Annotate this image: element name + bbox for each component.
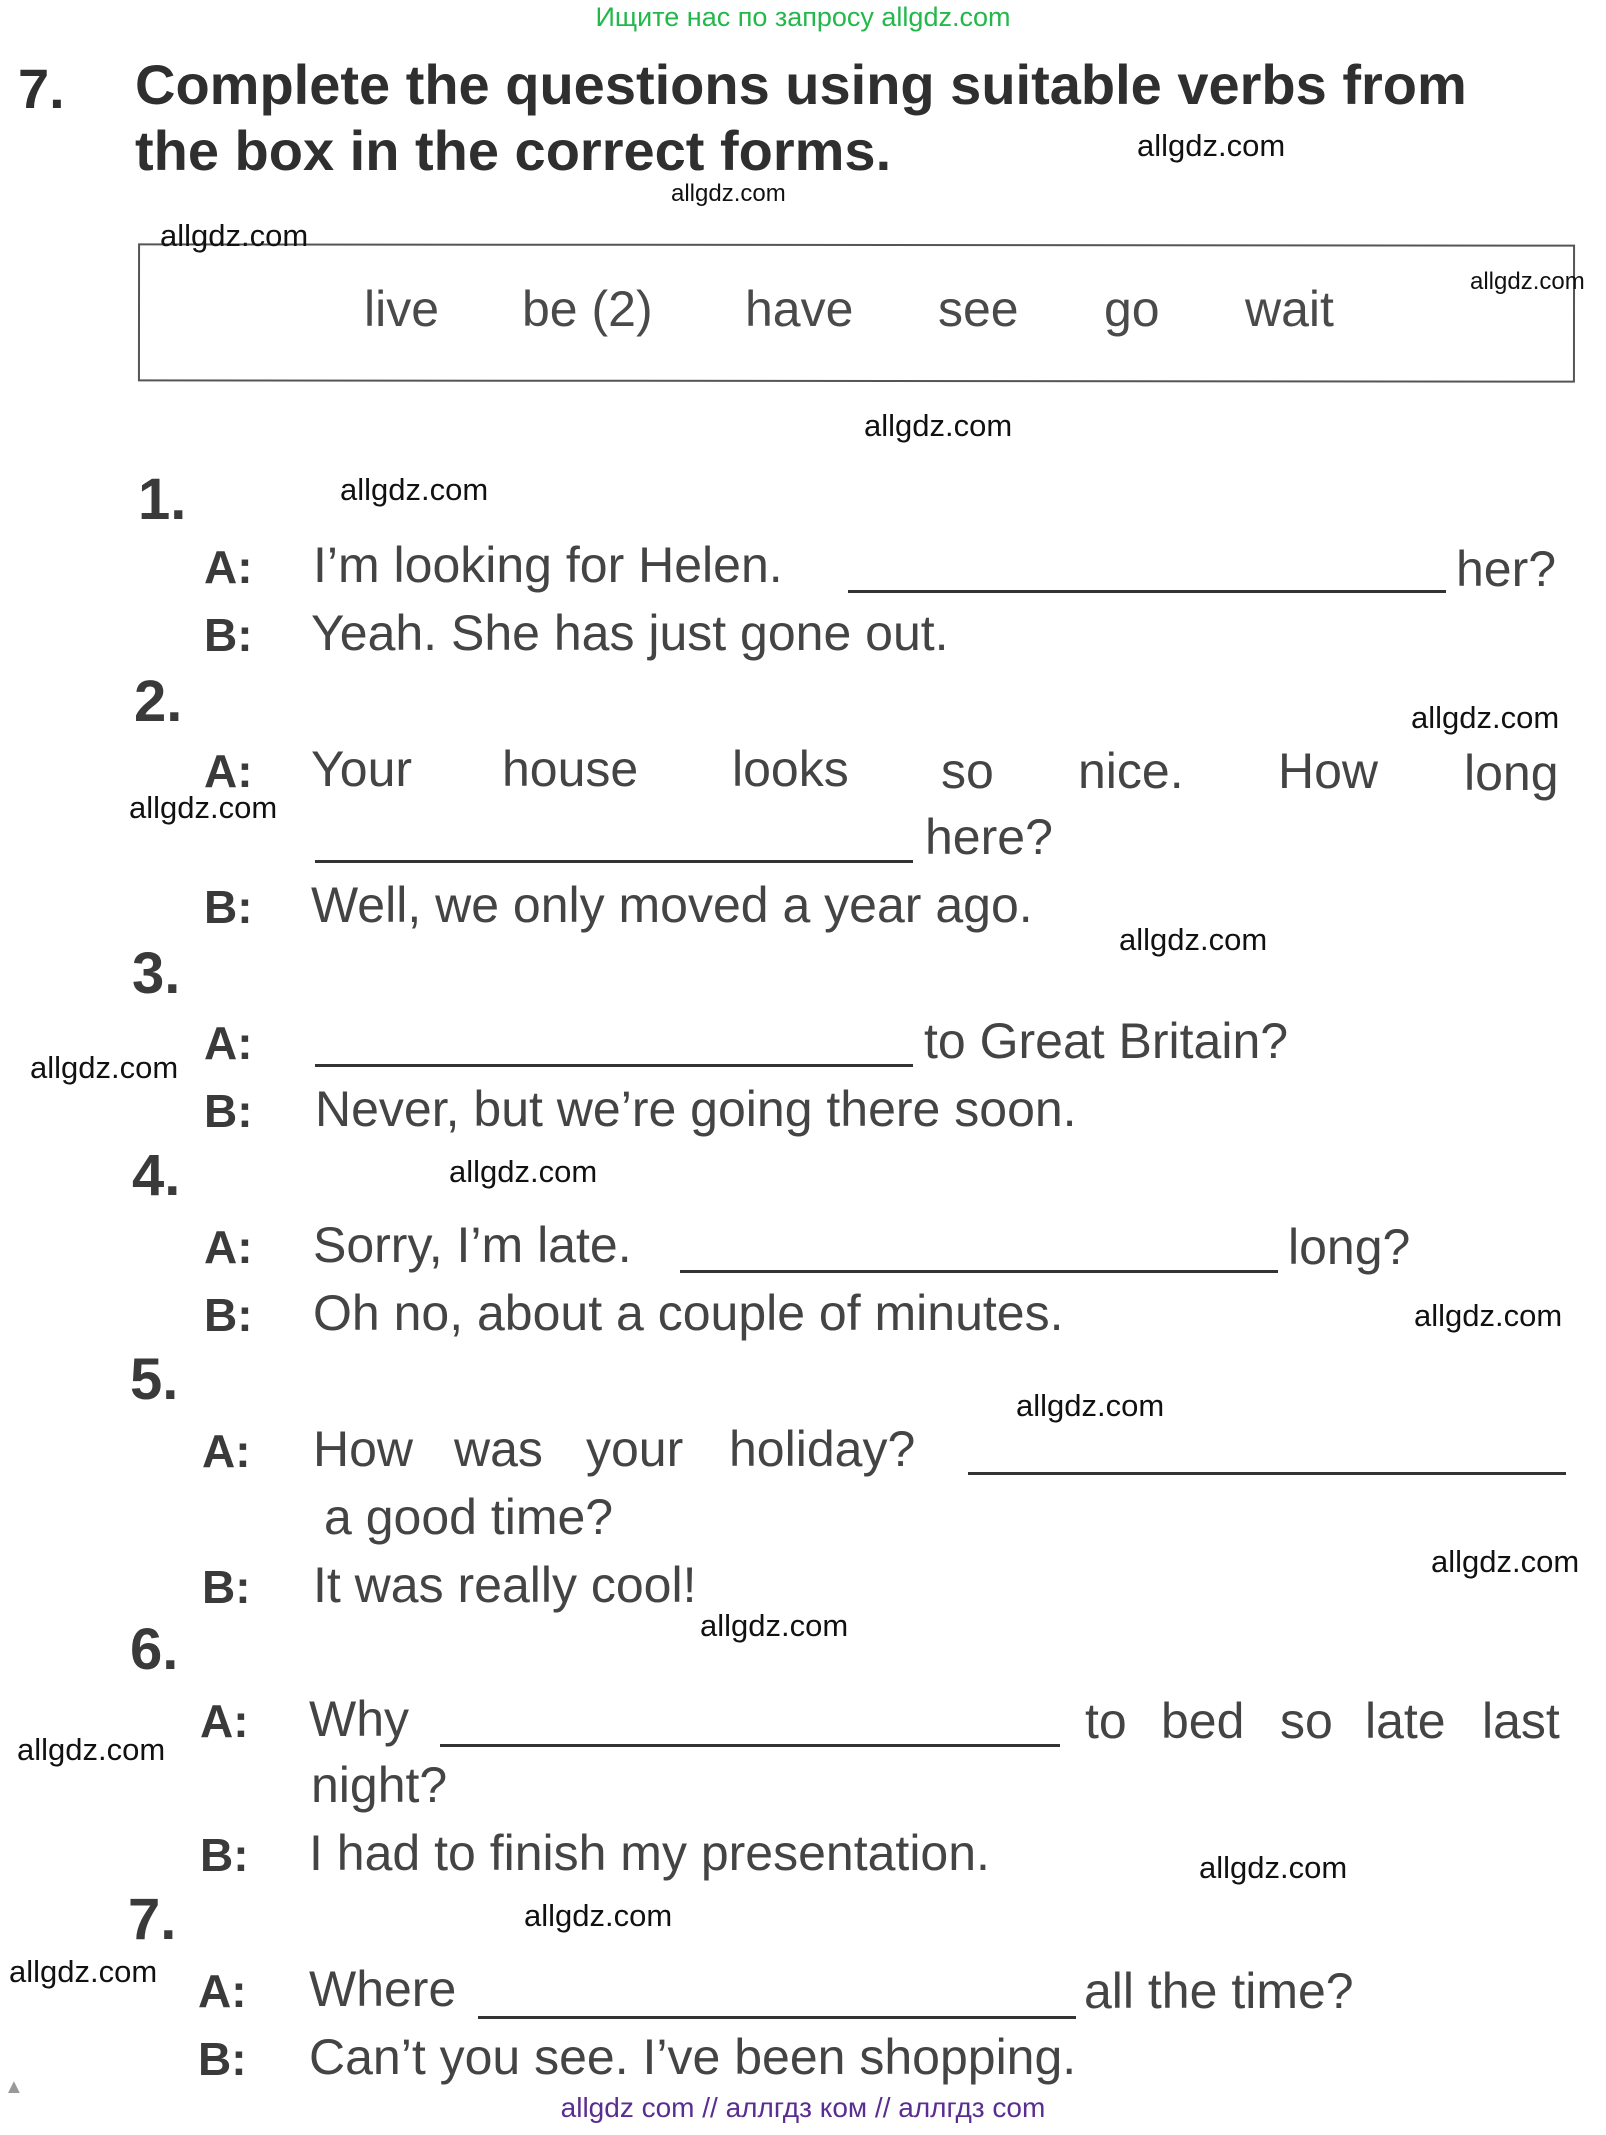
watermark: allgdz.com: [864, 408, 1013, 443]
question-6-a-word: late: [1365, 1693, 1446, 1749]
question-4-b-text: Oh no, about a couple of minutes.: [313, 1285, 1064, 1341]
question-2-a-word: so: [941, 743, 994, 799]
watermark: allgdz.com: [1137, 128, 1286, 163]
triangle-icon: ▲: [4, 2076, 24, 2098]
watermark: allgdz.com: [524, 1898, 673, 1933]
question-5-a-label: A:: [202, 1425, 251, 1477]
watermark: allgdz.com: [340, 472, 489, 507]
question-5-a-cont: a good time?: [324, 1489, 614, 1545]
question-2-a-after: here?: [925, 809, 1053, 865]
question-2-a-word: nice.: [1078, 743, 1184, 799]
watermark: allgdz.com: [1199, 1850, 1348, 1885]
top-banner: Ищите нас по запросу allgdz.com: [595, 2, 1011, 32]
question-4-a-label: A:: [204, 1221, 253, 1273]
verb-have: have: [745, 281, 854, 337]
question-7-a-label: A:: [198, 1965, 247, 2017]
bottom-banner: allgdz com // аллгдз ком // аллгдз com: [560, 2092, 1046, 2123]
watermark: allgdz.com: [1119, 922, 1268, 957]
question-5-number: 5.: [130, 1347, 179, 1412]
exercise-title: [135, 52, 1467, 184]
question-5-a-word: your: [586, 1421, 684, 1477]
question-7-a-after: all the time?: [1084, 1963, 1354, 2019]
watermark: allgdz.com: [17, 1732, 166, 1767]
question-6-answer-blank[interactable]: [440, 1744, 1060, 1747]
question-7-number: 7.: [128, 1887, 177, 1952]
question-6-a-word: so: [1280, 1693, 1333, 1749]
question-6-a-word: last: [1482, 1693, 1560, 1749]
question-6-a-text: Why: [309, 1691, 409, 1747]
question-3-number: 3.: [132, 941, 181, 1006]
watermark: allgdz.com: [129, 790, 278, 825]
question-2-b-text: Well, we only moved a year ago.: [311, 877, 1033, 933]
watermark: allgdz.com: [9, 1954, 158, 1989]
verb-see: see: [938, 281, 1019, 337]
question-5-answer-blank[interactable]: [968, 1472, 1566, 1475]
question-3-b-text: Never, but we’re going there soon.: [315, 1081, 1077, 1137]
question-3-b-label: B:: [204, 1085, 253, 1137]
watermark: allgdz.com: [1431, 1544, 1580, 1579]
question-2-a-word: house: [502, 741, 639, 797]
watermark: allgdz.com: [1470, 268, 1585, 295]
question-3-a-label: A:: [204, 1017, 253, 1069]
watermark: allgdz.com: [1411, 700, 1560, 735]
question-2-a-word: looks: [732, 741, 849, 797]
verb-be: be (2): [522, 281, 653, 337]
question-4-a-after: long?: [1288, 1219, 1411, 1275]
question-6-a-cont: night?: [311, 1757, 448, 1813]
watermark: allgdz.com: [1414, 1298, 1563, 1333]
question-6-a-label: A:: [200, 1695, 249, 1747]
watermark: allgdz.com: [671, 180, 786, 207]
question-2-a-word: long: [1464, 745, 1559, 801]
question-1-b-text: Yeah. She has just gone out.: [311, 605, 949, 661]
question-2-b-label: B:: [204, 881, 253, 933]
question-1-number: 1.: [138, 467, 187, 532]
question-4-b-label: B:: [204, 1289, 253, 1341]
question-6-a-word: to: [1085, 1693, 1127, 1749]
watermark: allgdz.com: [30, 1050, 179, 1085]
question-5-a-word: holiday?: [729, 1421, 916, 1477]
question-1-b-label: B:: [204, 609, 253, 661]
question-2-a-label: A:: [204, 745, 253, 797]
question-3-answer-blank[interactable]: [315, 1064, 913, 1067]
question-5-b-text: It was really cool!: [313, 1557, 697, 1613]
question-2-a-word: How: [1278, 743, 1379, 799]
watermark: allgdz.com: [160, 218, 309, 253]
question-2-answer-blank[interactable]: [315, 860, 913, 863]
question-6-number: 6.: [130, 1617, 179, 1682]
exercise-title-line-2: the box in the correct forms.: [135, 119, 892, 182]
watermark: allgdz.com: [449, 1154, 598, 1189]
question-7-answer-blank[interactable]: [478, 2016, 1076, 2019]
verb-wait: wait: [1245, 281, 1334, 337]
verb-box: [138, 243, 1575, 382]
question-6-b-label: B:: [200, 1829, 249, 1881]
exercise-title-line-1: Complete the questions using suitable verbs from: [135, 53, 1467, 116]
question-7-b-text: Can’t you see. I’ve been shopping.: [309, 2029, 1077, 2085]
question-1-a-label: A:: [204, 541, 253, 593]
question-6-b-text: I had to finish my presentation.: [309, 1825, 990, 1881]
question-2-a-word: Your: [311, 741, 413, 797]
question-7-b-label: B:: [198, 2033, 247, 2085]
verb-live: live: [364, 281, 440, 337]
question-4-a-text: Sorry, I’m late.: [313, 1217, 632, 1273]
question-1-a-after: her?: [1456, 541, 1557, 597]
watermark: allgdz.com: [1016, 1388, 1165, 1423]
question-6-a-word: bed: [1161, 1693, 1245, 1749]
question-2-number: 2.: [134, 669, 183, 734]
question-5-a-word: was: [454, 1421, 543, 1477]
question-5-a-word: How: [313, 1421, 414, 1477]
verb-go: go: [1104, 281, 1160, 337]
question-1-a-text: I’m looking for Helen.: [313, 537, 783, 593]
question-5-b-label: B:: [202, 1561, 251, 1613]
question-1-answer-blank[interactable]: [848, 590, 1446, 593]
question-4-number: 4.: [132, 1143, 181, 1208]
exercise-number: 7.: [18, 57, 65, 120]
question-4-answer-blank[interactable]: [680, 1270, 1278, 1273]
question-3-a-after: to Great Britain?: [924, 1013, 1289, 1069]
watermark: allgdz.com: [700, 1608, 849, 1643]
question-7-a-text: Where: [309, 1961, 457, 2017]
